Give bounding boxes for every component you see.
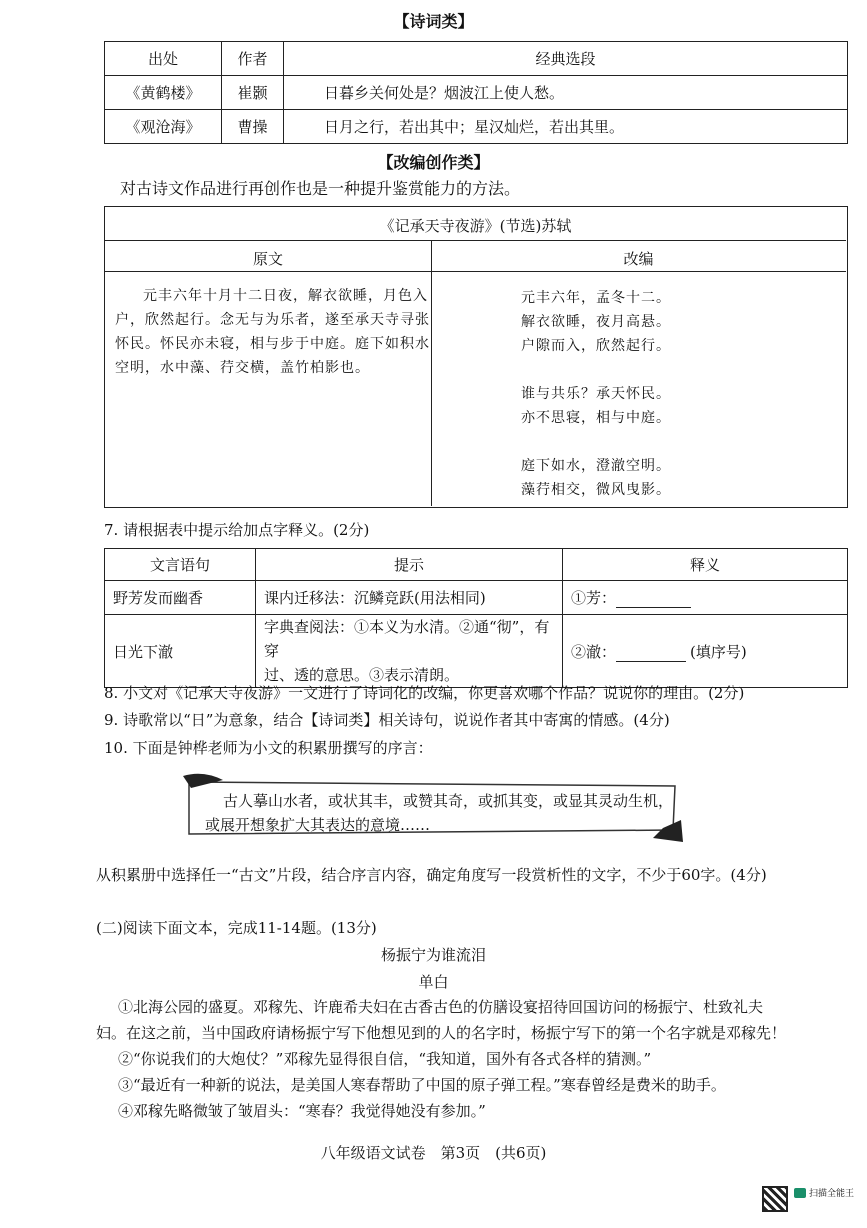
col-header-adapted: 改编 xyxy=(623,250,654,268)
question-7: 7. 请根据表中提示给加点字释义。(2分) xyxy=(104,521,370,539)
adapted-line: 解衣欲睡，夜月高悬。 xyxy=(521,314,671,330)
table-cell: 《黄鹤楼》 xyxy=(105,76,222,110)
adaptation-table xyxy=(104,206,848,508)
paragraph: ③“最近有一种新的说法，是美国人寒春帮助了中国的原子弹工程。”寒春曾经是费米的助手。 xyxy=(118,1076,726,1094)
table-cell: 《观沧海》 xyxy=(105,110,222,144)
col-header-author: 作者 xyxy=(222,42,284,76)
q7-table xyxy=(104,548,848,688)
adaptation-table-title: 《记承天寺夜游》(节选)苏轼 xyxy=(379,217,572,235)
question-10: 10. 下面是钟桦老师为小文的积累册撰写的序言： xyxy=(104,739,433,757)
table-cell: 日暮乡关何处是？烟波江上使人愁。 xyxy=(284,76,848,110)
answer-blank[interactable] xyxy=(616,593,691,608)
table-cell xyxy=(563,581,848,615)
paragraph: ②“你说我们的大炮仗？”邓稼先显得很自信，“我知道，国外有各式各样的猜测。” xyxy=(118,1050,652,1068)
table-cell: 崔颢 xyxy=(222,76,284,110)
table-cell xyxy=(256,581,563,615)
scanner-watermark xyxy=(762,1184,862,1224)
adapted-line: 元丰六年，孟冬十二。 xyxy=(521,290,671,306)
original-line: 户，欣然起行。念无与为乐者，遂至承天寺寻张 xyxy=(115,312,430,328)
article-author: 单白 xyxy=(418,973,449,991)
section-2-heading: (二)阅读下面文本，完成11-14题。(13分) xyxy=(96,919,377,937)
answer-note: (填序号) xyxy=(690,642,747,661)
table-cell xyxy=(563,615,848,688)
poetry-table xyxy=(104,41,848,144)
phrase-text: 野芳发而幽香 xyxy=(113,589,204,607)
preface-line-2: 或展开想象扩大其表达的意境…… xyxy=(205,816,431,834)
article-title: 杨振宁为谁流泪 xyxy=(380,946,486,964)
answer-label: ①芳： xyxy=(571,589,617,607)
table-cell: 日月之行，若出其中；星汉灿烂，若出其里。 xyxy=(284,110,848,144)
paragraph: 妇。在这之前，当中国政府请杨振宁写下他想见到的人的名字时，杨振宁写下的第一个名字就是邓稼先！ xyxy=(96,1024,787,1042)
adaptation-heading: 【改编创作类】 xyxy=(377,153,490,172)
paragraph: ①北海公园的盛夏。邓稼先、许鹿希夫妇在古香古色的仿膳设宴招待回国访问的杨振宁、杜致礼夫 xyxy=(118,998,764,1016)
adapted-line: 谁与共乐？承天怀民。 xyxy=(521,386,671,402)
adaptation-intro: 对古诗文作品进行再创作也是一种提升鉴赏能力的方法。 xyxy=(120,179,521,198)
scanner-label: 扫描全能王 xyxy=(809,1189,855,1199)
original-line: 空明，水中藻、荇交横，盖竹柏影也。 xyxy=(115,360,370,376)
adapted-line: 庭下如水，澄澈空明。 xyxy=(521,458,671,474)
table-cell xyxy=(105,581,256,615)
original-line: 元丰六年十月十二日夜，解衣欲睡，月色入 xyxy=(143,288,428,304)
poetry-heading: 【诗词类】 xyxy=(393,12,474,31)
original-line: 怀民。怀民亦未寝，相与步于中庭。庭下如积水 xyxy=(115,336,430,352)
table-cell xyxy=(105,615,256,688)
answer-blank[interactable] xyxy=(616,647,686,662)
col-header-original: 原文 xyxy=(252,250,283,268)
preface-line-1: 古人摹山水者，或状其丰，或赞其奇，或抓其变，或显其灵动生机， xyxy=(223,792,674,810)
question-8: 8. 小文对《记承天寺夜游》一文进行了诗词化的改编，你更喜欢哪个作品？说说你的理由。(2分) xyxy=(104,684,745,702)
qr-code-icon xyxy=(762,1186,788,1212)
col-header-meaning: 释义 xyxy=(563,549,848,581)
question-9: 9. 诗歌常以“日”为意象，结合【诗词类】相关诗句，说说作者其中寄寓的情感。(4分) xyxy=(104,711,670,729)
hint-text: 课内迁移法：沉鳞竞跃(用法相同) xyxy=(264,589,486,607)
question-10-task: 从积累册中选择任一“古文”片段，结合序言内容，确定角度写一段赏析性的文字，不少于60字。(4分) xyxy=(96,866,767,884)
adapted-line: 户隙而入，欣然起行。 xyxy=(521,338,671,354)
table-cell xyxy=(256,615,563,688)
hint-text: 字典查阅法：①本义为水清。②通“彻”，有穿 xyxy=(264,618,550,660)
phrase-text: 日光下澈 xyxy=(113,642,174,661)
paragraph: ④邓稼先略微皱了皱眉头：“寒春？我觉得她没有参加。” xyxy=(118,1102,486,1120)
col-header-hint: 提示 xyxy=(256,549,563,581)
col-header-source: 出处 xyxy=(105,42,222,76)
answer-label: ②澈： xyxy=(571,642,617,661)
adapted-line: 亦不思寝，相与中庭。 xyxy=(521,410,671,426)
preface-scroll xyxy=(183,768,683,848)
adapted-line: 藻荇相交，微风曳影。 xyxy=(521,482,671,498)
col-header-excerpt: 经典选段 xyxy=(284,42,848,76)
table-cell: 曹操 xyxy=(222,110,284,144)
hint-text: 过、透的意思。③表示清朗。 xyxy=(264,666,460,684)
col-header-phrase: 文言语句 xyxy=(105,549,256,581)
page-footer: 八年级语文试卷 第3页 (共6页) xyxy=(320,1144,547,1162)
scanner-logo-icon xyxy=(794,1188,806,1198)
